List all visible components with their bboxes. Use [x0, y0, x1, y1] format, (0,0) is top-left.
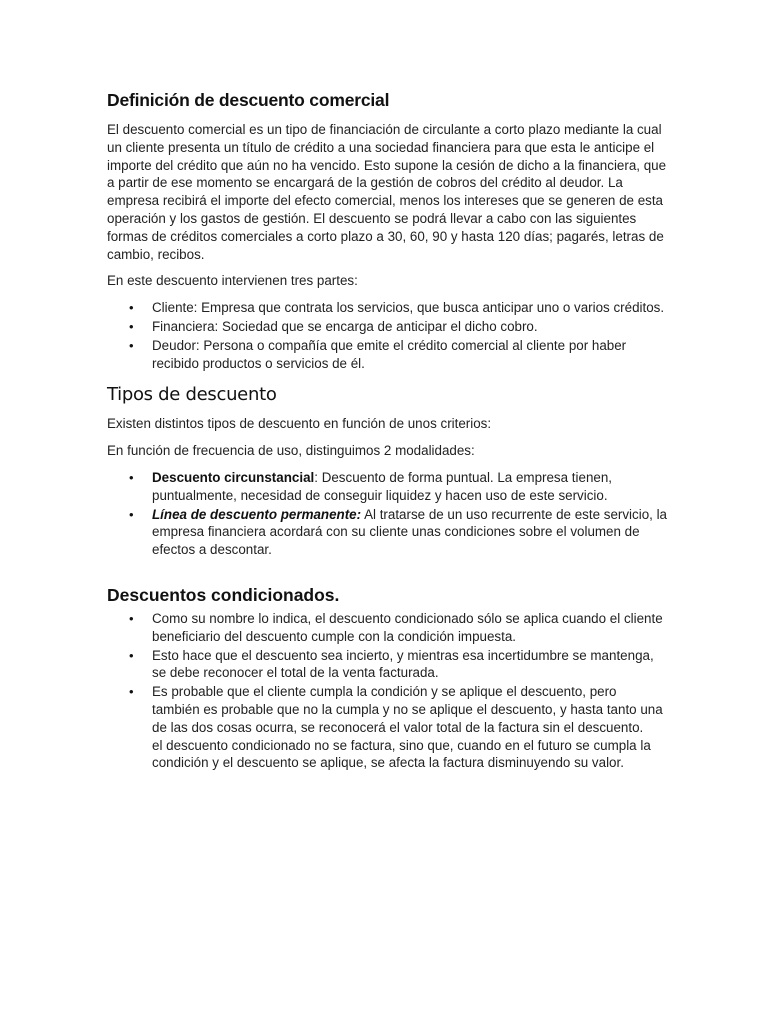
document-page — [107, 90, 667, 781]
list-item-text: Deudor: Persona o compañía que emite el crédito comercial al cliente por haber recibido productos o servicios de él. — [152, 337, 627, 371]
bullet-icon: • — [129, 684, 134, 700]
bullet-icon: • — [129, 300, 134, 316]
term-circunstancial: Descuento circunstancial — [152, 469, 315, 485]
list-item-financiera — [107, 318, 667, 336]
bullet-icon: • — [129, 318, 134, 334]
bullet-icon: • — [129, 610, 134, 626]
list-item-continuation: el descuento condicionado no se factura, sino que, cuando en el futuro se cumpla la condición y el descuento se aplique, se afecta la factura disminuyendo su valor. — [152, 737, 651, 771]
paragraph-criteria: Existen distintos tipos de descuento en función de unos criterios: — [107, 416, 492, 432]
heading-condicionados: Descuentos condicionados. — [107, 584, 340, 605]
paragraph-definition: El descuento comercial es un tipo de financiación de circulante a corto plazo mediante la cual un cliente presenta un título de crédito a una sociedad financiera para que esta le anticipe el importe del crédito que aún no ha vencido. Esto supone la cesión de dicho a la financiera, que a partir de ese momento se encargará de la gestión de cobros del crédito al deudor. La empresa recibirá el importe del efecto comercial, menos los intereses que se generen de esta operación y los gastos de gestión. El descuento se podrá llevar a cabo con las siguientes formas de créditos comerciales a corto plazo a 30, 60, 90 y hasta 120 días; pagarés, letras de cambio, recibos. — [107, 122, 667, 262]
term-separator: : — [314, 469, 318, 485]
list-item-text: Como su nombre lo indica, el descuento condicionado sólo se aplica cuando el cliente beneficiario del descuento cumple con la condición impuesta. — [152, 610, 663, 644]
list-item-condicionado-3 — [107, 683, 667, 772]
parties-list — [107, 299, 667, 372]
list-item-condicionado-2 — [107, 647, 667, 683]
list-item-text: Financiera: Sociedad que se encarga de anticipar el dicho cobro. — [152, 318, 538, 334]
list-item-condicionado-1 — [107, 610, 667, 646]
list-item-text: Al tratarse de un uso recurrente de este servicio, la empresa financiera acordará con su cliente unas condiciones sobre el volumen de efectos a descontar. — [152, 506, 668, 558]
paragraph-frequency: En función de frecuencia de uso, distinguimos 2 modalidades: — [107, 443, 475, 459]
bullet-icon: • — [129, 337, 134, 353]
heading-tipos: Tipos de descuento — [107, 384, 277, 406]
term-permanente: Línea de descuento permanente: — [152, 506, 362, 522]
list-item-permanente — [107, 506, 667, 559]
list-item-circunstancial — [107, 469, 667, 505]
bullet-icon: • — [129, 469, 134, 485]
bullet-icon: • — [129, 647, 134, 663]
list-item-text: Es probable que el cliente cumpla la condición y se aplique el descuento, pero también es probable que no la cumpla y no se aplique el descuento, y hasta tanto una de las dos cosas ocurra, se reconocerá el valor total de la factura sin el descuento. — [152, 684, 663, 735]
bullet-icon: • — [129, 506, 134, 522]
modalities-list — [107, 469, 667, 559]
list-item-cliente — [107, 299, 667, 317]
list-item-text: Descuento de forma puntual. La empresa tienen, puntualmente, necesidad de conseguir liquidez y hacen uso de este servicio. — [152, 469, 613, 503]
list-item-deudor — [107, 337, 667, 373]
heading-definicion: Definición de descuento comercial — [107, 90, 390, 110]
list-item-text: Cliente: Empresa que contrata los servicios, que busca anticipar uno o varios créditos. — [152, 300, 665, 316]
conditioned-list — [107, 610, 667, 772]
list-item-text: Esto hace que el descuento sea incierto, y mientras esa incertidumbre se mantenga, se debe reconocer el total de la venta facturada. — [152, 647, 654, 681]
paragraph-parts-intro: En este descuento intervienen tres partes: — [107, 273, 358, 289]
